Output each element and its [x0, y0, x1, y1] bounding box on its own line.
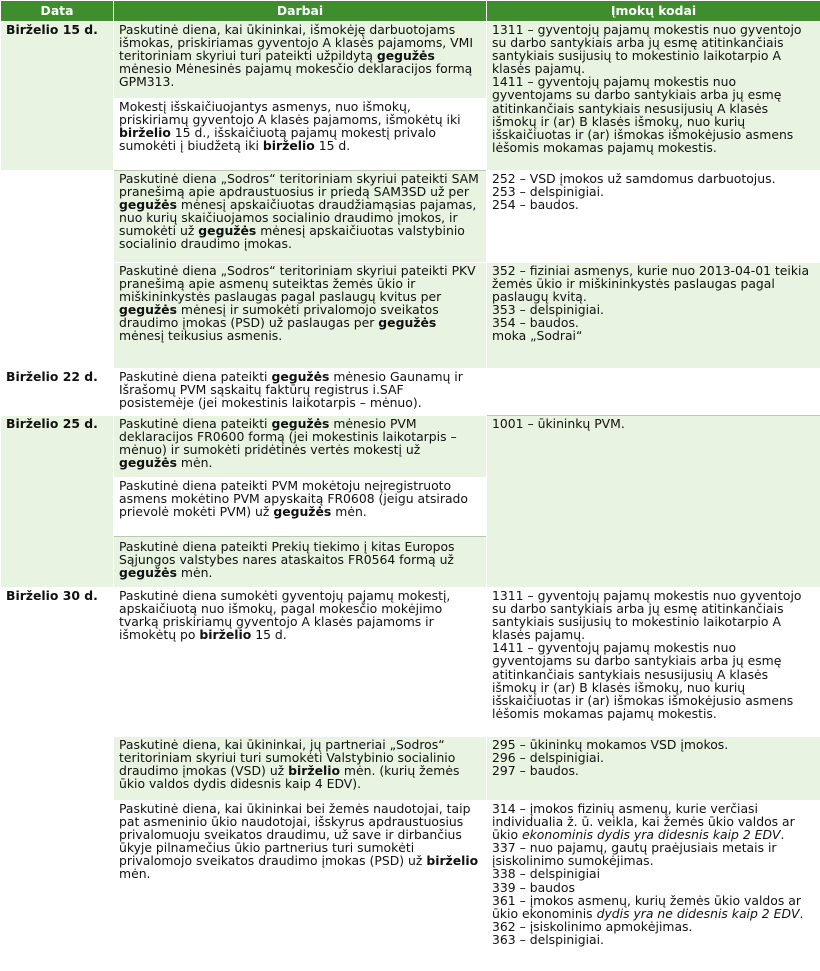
task-text: Paskutinė diena, kai ūkininkai, jų partneriai „Sodros“ teritoriniam skyriui turi sumokėti Valstybinio socialinio draudimo įmokas (VSD) už	[119, 737, 456, 779]
date-cell: Birželio 30 d.	[1, 588, 114, 965]
task-text: Paskutinė diena pateikti	[119, 416, 272, 431]
task-month: gegužės	[271, 416, 330, 431]
code-text: .	[799, 905, 804, 921]
task-text: mėnesį apskaičiuotas valstybinio socialinio draudimo įmokas.	[119, 223, 465, 252]
task-month: birželio	[288, 763, 340, 779]
table-row	[1, 801, 820, 965]
code-text: .	[780, 827, 785, 843]
code-item: 352 – fiziniai asmenys, kurie nuo 2013-04-01 teikia žemės ūkio ir miškininkystės paslaugas pagal paslaugų kvitą.	[492, 263, 810, 305]
task-text: Paskutinė diena „Sodros“ teritoriniam skyriui pateikti PKV pranešimą apie asmenų suteiktas žemės ūkio ir miškininkystės paslaugas pagal paslaugų kvitus per	[119, 263, 476, 305]
task-month: gegužės	[378, 315, 437, 331]
task-text: Paskutinė diena „Sodros“ teritoriniam skyriui pateikti SAM pranešimą apie apdraustuosius ir priedą SAM3SD už per	[119, 171, 479, 200]
task-cell	[114, 369, 487, 416]
table-row	[1, 263, 820, 369]
task-text: mėnesį teikusius asmenis.	[119, 328, 283, 344]
codes-cell	[487, 263, 820, 369]
code-item: 295 – ūkininkų mokamos VSD įmokos.	[492, 737, 729, 752]
table-row	[1, 22, 820, 99]
task-cell	[114, 22, 487, 99]
task-cell	[114, 737, 487, 801]
task-text: mėn.	[119, 866, 151, 882]
task-text: Paskutinė diena, kai ūkininkai bei žemės naudotojai, taip pat asmeninio ūkio naudotojai, išskyrus apdraustuosius privalomuoju sveikatos draudimu, už save ir dirbančius ūkyje pilnamečius ūkio partnerius turi sumokėti privalomojo sveikatos draudimo įmokas (PSD) už	[119, 801, 471, 869]
task-month: gegužės	[271, 369, 330, 384]
task-month: birželio	[199, 627, 252, 643]
header-codes: Įmokų kodai	[487, 1, 820, 22]
task-month: gegužės	[119, 197, 177, 213]
task-text: Paskutinė diena pateikti Prekių tiekimo į kitas Europos Sąjungos valstybes nares ataskaitos FR0564 formą už	[119, 539, 455, 568]
code-item: 338 – delspinigiai	[492, 866, 601, 882]
task-text: mėn. (kurių žemės ūkio valdos dydis didesnis kaip 4 EDV).	[119, 763, 460, 792]
code-item: 339 – baudos	[492, 879, 575, 895]
code-emphasis: ekonominis dydis yra didesnis kaip 2 EDV	[522, 827, 781, 843]
task-cell	[114, 588, 487, 737]
code-item: 353 – delspinigiai.	[492, 302, 604, 318]
task-month: birželio	[426, 853, 479, 869]
task-text: 15 d.	[314, 138, 351, 154]
date-cell: Birželio 15 d.	[1, 22, 114, 171]
code-item: 362 – įsiskolinimo apmokėjimas.	[492, 918, 693, 934]
code-item: 1311 – gyventojų pajamų mokestis nuo gyventojo su darbo santykiais arba jų esmę atitinkančiais santykiais susijusių to mokestinio laikotarpio A klasės pajamų.	[492, 588, 802, 643]
code-item	[492, 894, 816, 920]
code-item: 254 – baudos.	[492, 197, 579, 213]
task-text: mėnesio PVM deklaracijos FR0600 formą (jei mokestinis laikotarpis – mėnuo) ir sumokėti pridėtinės vertės mokestį už	[119, 416, 457, 458]
task-cell	[114, 478, 487, 537]
task-cell	[114, 263, 487, 369]
code-item: 296 – delspinigiai.	[492, 750, 604, 766]
codes-cell	[487, 737, 820, 801]
table-row	[1, 588, 820, 737]
codes-cell	[487, 171, 820, 263]
task-text: Paskutinė diena sumokėti gyventojų pajamų mokestį, apskaičiuotą nuo išmokų, pagal mokesčio mokėjimo tvarką priskiriamų gyventojo A klasės pajamoms ir išmokėtų po	[119, 588, 451, 643]
task-text: mėnesio Gaunamų ir Išrašomų PVM sąskaitų faktūrų registrus i.SAF posistemėje (jei mokestinis laikotarpis – mėnuo).	[119, 369, 463, 411]
task-month: gegužės	[119, 565, 177, 581]
task-text: Paskutinė diena pateikti	[119, 369, 272, 384]
codes-cell-empty	[487, 369, 820, 416]
code-text: 361 – įmokos asmenų, kurių žemės ūkio valdos ar ūkio ekonominis	[492, 892, 801, 921]
code-item: 354 – baudos.	[492, 315, 579, 331]
code-item: 337 – nuo pajamų, gautų praėjusiais metais ir įsiskolinimo sumokėjimas.	[492, 840, 777, 869]
code-item: 1411 – gyventojų pajamų mokestis nuo gyventojams su darbo santykiais arba jų esmę atitinkančiais santykiais nesusijusių A klasės išmokų ir (ar) B klasės išmokų, nuo kurių išskaičiuotas ir (ar) išmokas išmokėjusio asmens lėšomis mokamas pajamų mokestis.	[492, 640, 794, 721]
task-text: mėn.	[176, 565, 213, 581]
task-cell	[114, 537, 487, 588]
codes-cell	[487, 801, 820, 965]
task-text: Paskutinė diena, kai ūkininkai, išmokėję darbuotojams išmokas, priskiriamas gyventojo A klasės pajamoms, VMI teritoriniam skyriui turi pateikti užpildytą	[119, 22, 473, 64]
table-row	[1, 369, 820, 416]
task-text: Paskutinė diena pateikti PVM mokėtoju neįregistruoto asmens mokėtino PVM apyskaitą FR0608 (jeigu atsirado prievolė mokėti PVM) už	[119, 478, 469, 520]
codes-cell	[487, 22, 820, 171]
date-cell: Birželio 22 d.	[1, 369, 114, 416]
code-item: 1311 – gyventojų pajamų mokestis nuo gyventojo su darbo santykiais arba jų esmę atitinkančiais santykiais susijusių to mokestinio laikotarpio A klasės pajamų.	[492, 22, 802, 77]
code-item: 253 – delspinigiai.	[492, 184, 604, 200]
task-text: Mokestį išskaičiuojantys asmenys, nuo išmokų, priskiriamų gyventojo A klasės pajamoms, išmokėtų iki	[119, 99, 461, 128]
codes-cell	[487, 416, 820, 588]
task-text: mėn.	[331, 504, 367, 520]
task-month: birželio	[119, 125, 171, 141]
task-cell	[114, 416, 487, 478]
task-cell	[114, 801, 487, 965]
task-month: gegužės	[376, 48, 435, 64]
code-text: 314 – įmokos fizinių asmenų, kurie verčiasi individualia ž. ū. veikla, kai žemės ūkio valdos ar ūkio	[492, 801, 795, 843]
task-cell	[114, 171, 487, 263]
task-month: gegužės	[119, 302, 177, 318]
code-item: 252 – VSD įmokos už samdomus darbuotojus.	[492, 171, 776, 186]
date-cell: Birželio 25 d.	[1, 416, 114, 588]
task-month: gegužės	[273, 504, 332, 520]
task-cell	[114, 99, 487, 171]
table-row	[1, 416, 820, 478]
code-item: 1001 – ūkininkų PVM.	[492, 416, 625, 431]
code-item: 1411 – gyventojų pajamų mokestis nuo gyventojams su darbo santykiais arba jų esmę atitinkančiais santykiais nesusijusių A klasės išmokų ir (ar) B klasės išmokų, nuo kurių išskaičiuotas ir (ar) išmokas išmokėjusio asmens lėšomis mokamas pajamų mokestis.	[492, 74, 794, 155]
code-item: moka „Sodrai“	[492, 328, 583, 344]
header-date: Data	[1, 1, 114, 22]
task-month: gegužės	[119, 455, 177, 471]
task-month: gegužės	[198, 223, 257, 239]
code-item: 297 – baudos.	[492, 763, 579, 779]
task-text: mėnesio Mėnesinės pajamų mokesčio deklaracijos formą GPM313.	[119, 61, 473, 90]
task-text: 15 d.	[251, 627, 287, 643]
date-cell-empty	[1, 171, 114, 369]
task-month: birželio	[262, 138, 315, 154]
code-item	[492, 802, 816, 841]
header-row	[1, 1, 820, 22]
task-text: 15 d., išskaičiuotą pajamų mokestį privalo sumokėti į biudžetą iki	[119, 125, 437, 154]
table-row	[1, 171, 820, 263]
code-item: 363 – delspinigiai.	[492, 931, 604, 947]
codes-cell	[487, 588, 820, 737]
task-text: mėnesį apskaičiuotas draudžiamąsias pajamas, nuo kurių skaičiuojamos socialinio draudimo įmokos, ir sumokėti už	[119, 197, 477, 239]
code-emphasis: dydis yra ne didesnis kaip 2 EDV	[596, 905, 800, 921]
header-work: Darbai	[114, 1, 487, 22]
task-text: mėnesį ir sumokėti privalomojo sveikatos draudimo įmokas (PSD) už paslaugas per	[119, 302, 439, 331]
task-text: mėn.	[176, 455, 213, 471]
table-row	[1, 737, 820, 801]
